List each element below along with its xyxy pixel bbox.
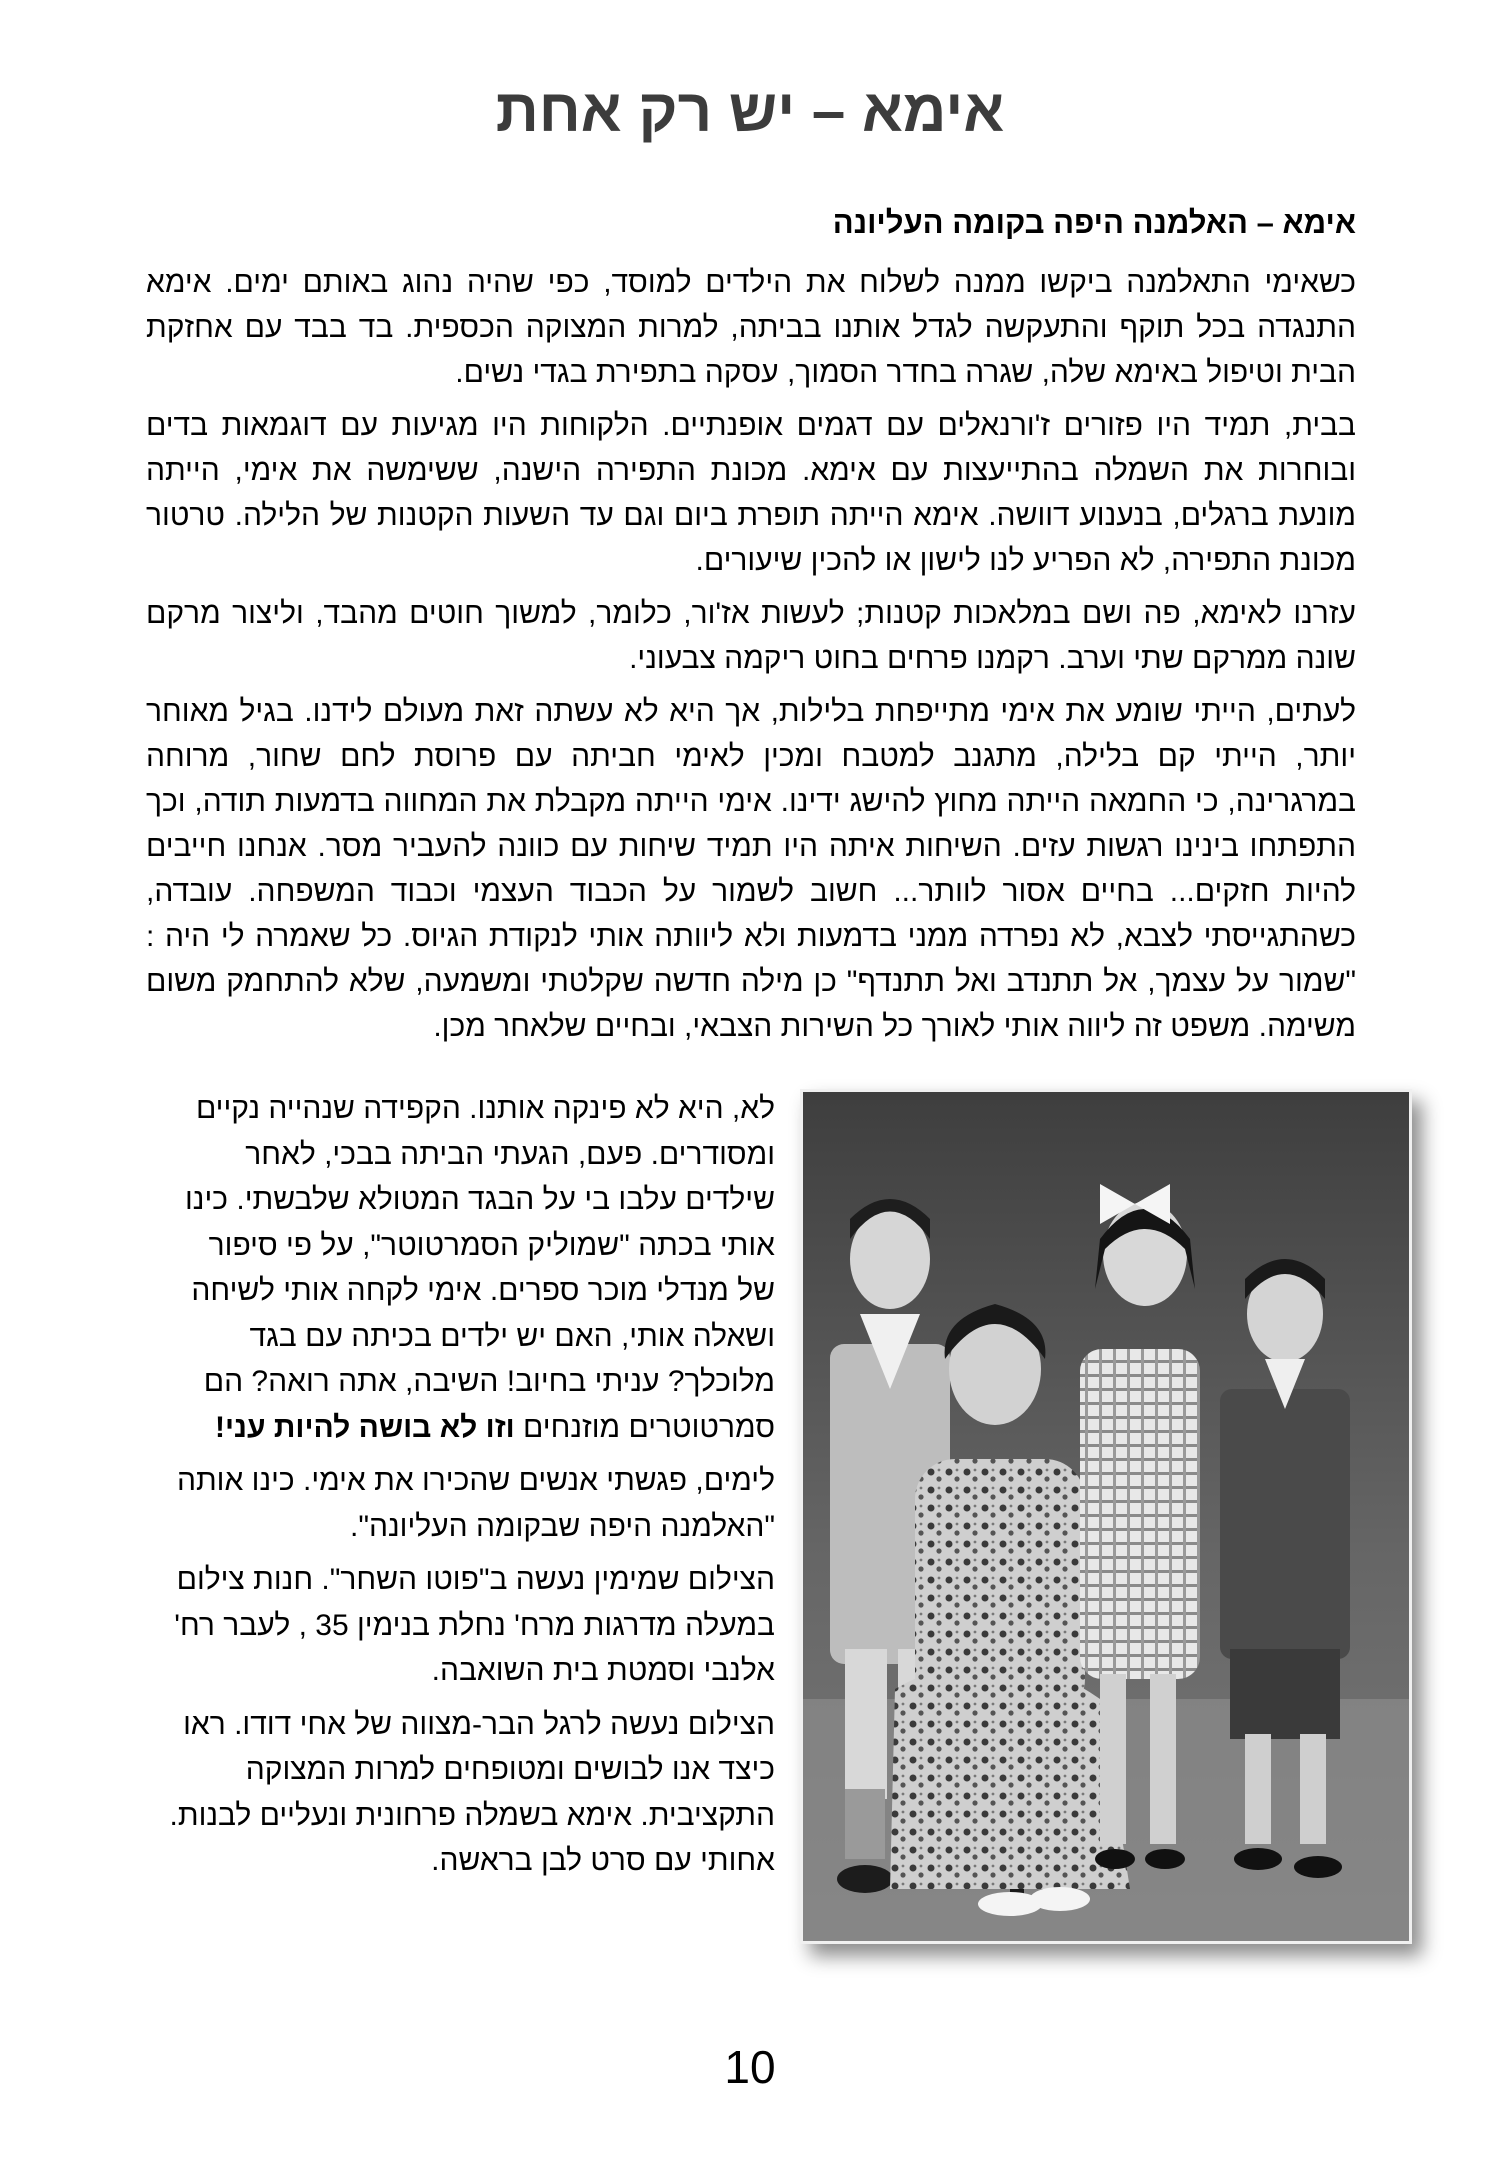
page-title: אימא – יש רק אחת	[495, 77, 1005, 144]
column-paragraph: הצילום שמימין נעשה ב"פוטו השחר". חנות צילום במעלה מדרגות מרח' נחלת בנימין 35 , לעבר רח' אלנבי וסמטת בית השואבה.	[174, 1563, 775, 1687]
page-number: 10	[724, 2041, 776, 2093]
column-paragraph: לימים, פגשתי אנשים שהכירו את אימי. כינו אותה "האלמנה היפה שבקומה העליונה".	[176, 1464, 775, 1543]
column-text	[163, 1086, 775, 1892]
paragraph: כשאימי התאלמנה ביקשו ממנה לשלוח את הילדים למוסד, כפי שהיה נהוג באותם ימים. אימא התנגדה בכל תוקף והתעקשה לגדל אותנו בביתה, למרות המצוקה הכספית. בד בבד עם אחזקת הבית וטיפול באימא שלה, שגרה בחדר הסמוך, עסקה בתפירת בגדי נשים.	[146, 266, 1356, 389]
column-paragraph: הצילום נעשה לרגל הבר-מצווה של אחי דודו. ראו כיצד אנו לבושים ומטופחים למרות המצוקה התקציבית. אימא בשמלה פרחונית ונעליים לבנות. אחותי עם סרט לבן בראשה.	[169, 1707, 775, 1877]
family-photo	[800, 1089, 1412, 1944]
paragraph-text: לא, היא לא פינקה אותנו. הקפידה שנהייה נקיים ומסודרים. פעם, הגעתי הביתה בבכי, לאחר שילדים עלבו בי על הבגד המטולא שלבשתי. כינו אותי בכתה "שמוליק הסמרטוטר", על פי סיפור של מנדלי מוכר ספרים. אימי לקחה אותי לשיחה ושאלה אותי, האם יש ילדים בכיתה עם בגד מלוכלך? עניתי בחיוב! השיבה, אתה רואה? הם סמרטוטרים מוזנחים	[185, 1092, 775, 1444]
paragraph: לעתים, הייתי שומע את אימי מתייפחת בלילות, אך היא לא עשתה זאת מעולם לידנו. בגיל מאוחר יותר, הייתי קם בלילה, מתגנב למטבח ומכין לאימי חביתה עם פרוסת לחם שחור, מרוחה במרגרינה, כי החמאה הייתה מחוץ להישג ידינו. אימי הייתה מקבלת את המחווה בדמעות תודה, וכך התפתחו בינינו רגשות עזים. השיחות איתה היו תמיד שיחות עם כוונה להעביר מסר. אנחנו חייבים להיות חזקים... בחיים אסור לוותר... חשוב לשמור על הכבוד העצמי וכבוד המשפחה. עובדה, כשהתגייסתי לצבא, לא נפרדה ממני בדמעות ולא ליוותה אותי לנקודת הגיוס. כל שאמרה לי היה : "שמור על עצמך, אל תתנדב ואל תתנדף" כן מילה חדשה שקלטתי ומשמעה, שלא להתחמק משום משימה. משפט זה ליווה אותי לאורך כל השירות הצבאי, ובחיים שלאחר מכן.	[146, 695, 1356, 1043]
family-portrait-illustration	[800, 1089, 1412, 1944]
paragraph: עזרנו לאימא, פה ושם במלאכות קטנות; לעשות אז'ור, כלומר, למשוך חוטים מהבד, וליצור מרקם שונה ממרקם שתי וערב. רקמנו פרחים בחוט ריקמה צבעוני.	[146, 597, 1356, 675]
full-width-text	[146, 260, 1356, 1057]
section-heading: אימא – האלמנה היפה בקומה העליונה	[832, 205, 1356, 240]
bold-phrase: וזו לא בושה להיות עני!	[215, 1410, 515, 1444]
column-paragraph	[163, 1086, 775, 1450]
paragraph: בבית, תמיד היו פזורים ז'ורנאלים עם דגמים אופנתיים. הלקוחות היו מגיעות עם דוגמאות בדים ובוחרות את השמלה בהתייעצות עם אימא. מכונת התפירה הישנה, ששימשה את אימי, הייתה מונעת ברגלים, בנענוע דוושה. אימא הייתה תופרת ביום וגם עד השעות הקטנות של הלילה. טרטור מכונת התפירה, לא הפריע לנו לישון או להכין שיעורים.	[146, 409, 1356, 577]
